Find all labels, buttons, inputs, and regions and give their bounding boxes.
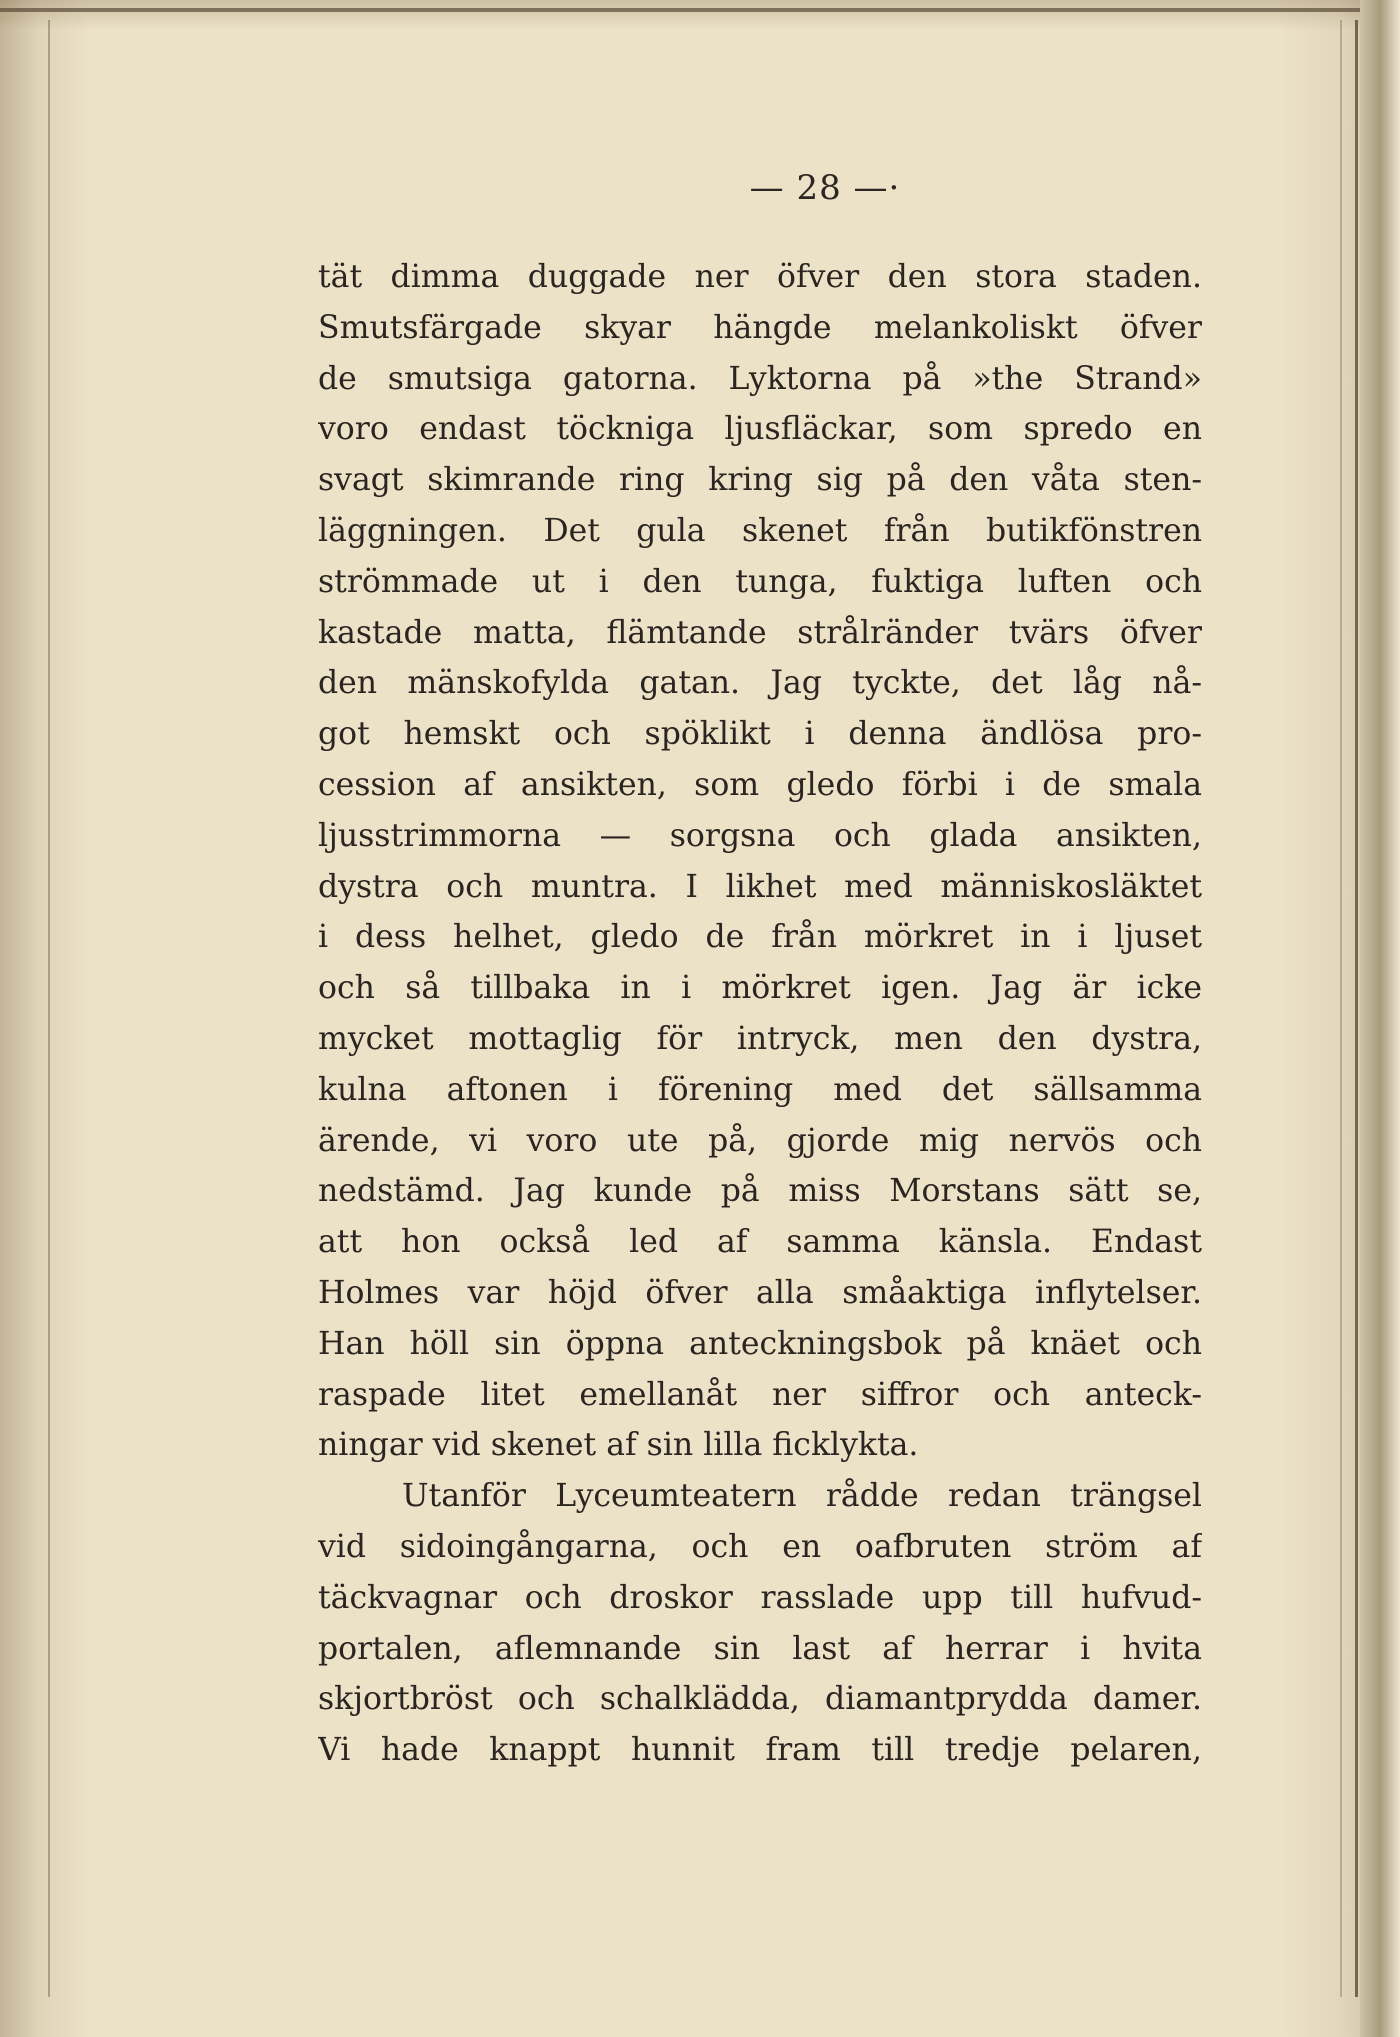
text-line: i dess helhet, gledo de från mörkret in i ljuset <box>318 919 1202 956</box>
text-line: dystra och muntra. I likhet med människosläktet <box>318 868 1202 905</box>
text-line: den mänskofylda gatan. Jag tyckte, det låg nå- <box>318 665 1202 702</box>
body-text <box>318 252 1202 1776</box>
text-line: kulna aftonen i förening med det sällsamma <box>318 1071 1202 1108</box>
text-line: ljusstrimmorna — sorgsna och glada ansikten, <box>318 817 1202 854</box>
right-page-edge <box>1360 0 1400 2037</box>
text-line: portalen, aflemnande sin last af herrar i hvita <box>318 1630 1202 1667</box>
text-line: raspade litet emellanåt ner siffror och anteck- <box>318 1376 1202 1413</box>
text-line: Holmes var höjd öfver alla småaktiga inflytelser. <box>318 1274 1202 1311</box>
text-line: voro endast töckniga ljusfläckar, som spredo en <box>318 411 1202 448</box>
text-line: vid sidoingångarna, och en oafbruten ström af <box>318 1528 1202 1565</box>
text-line: kastade matta, flämtande strålränder tvärs öfver <box>318 614 1202 651</box>
text-line: täckvagnar och droskor rasslade upp till hufvud- <box>318 1579 1202 1616</box>
text-line: got hemskt och spöklikt i denna ändlösa pro- <box>318 716 1202 753</box>
text-line: skjortbröst och schalklädda, diamantprydda damer. <box>318 1681 1202 1718</box>
right-inner-line <box>1340 20 1342 1997</box>
left-gutter-line <box>48 20 50 1997</box>
text-line: cession af ansikten, som gledo förbi i de smala <box>318 766 1202 803</box>
text-line: tät dimma duggade ner öfver den stora staden. <box>318 259 1202 295</box>
text-line: de smutsiga gatorna. Lyktorna på »the Strand» <box>318 360 1202 397</box>
text-line: nedstämd. Jag kunde på miss Morstans sätt se, <box>318 1173 1202 1210</box>
text-line: läggningen. Det gula skenet från butikfönstren <box>318 512 1202 549</box>
text-line: ärende, vi voro ute på, gjorde mig nervös och <box>318 1122 1202 1159</box>
text-line: att hon också led af samma känsla. Endast <box>318 1224 1202 1261</box>
text-line: mycket mottaglig för intryck, men den dystra, <box>318 1020 1202 1057</box>
text-line: strömmade ut i den tunga, fuktiga luften och <box>318 563 1202 600</box>
text-line-paragraph-start: Utanför Lyceumteatern rådde redan trängsel <box>402 1478 1202 1515</box>
text-line: Smutsfärgade skyar hängde melankoliskt öfver <box>318 309 1202 346</box>
page-number: — 28 —· <box>749 168 901 208</box>
text-line: ningar vid skenet af sin lilla ficklykta. <box>318 1427 919 1464</box>
right-gutter-line <box>1355 20 1358 1997</box>
text-line: och så tillbaka in i mörkret igen. Jag är icke <box>318 970 1202 1007</box>
text-line: Han höll sin öppna anteckningsbok på knäet och <box>318 1325 1202 1362</box>
text-line: svagt skimrande ring kring sig på den våta sten- <box>318 462 1202 499</box>
text-line: Vi hade knappt hunnit fram till tredje pelaren, <box>318 1732 1202 1769</box>
top-edge-rule <box>0 8 1360 12</box>
